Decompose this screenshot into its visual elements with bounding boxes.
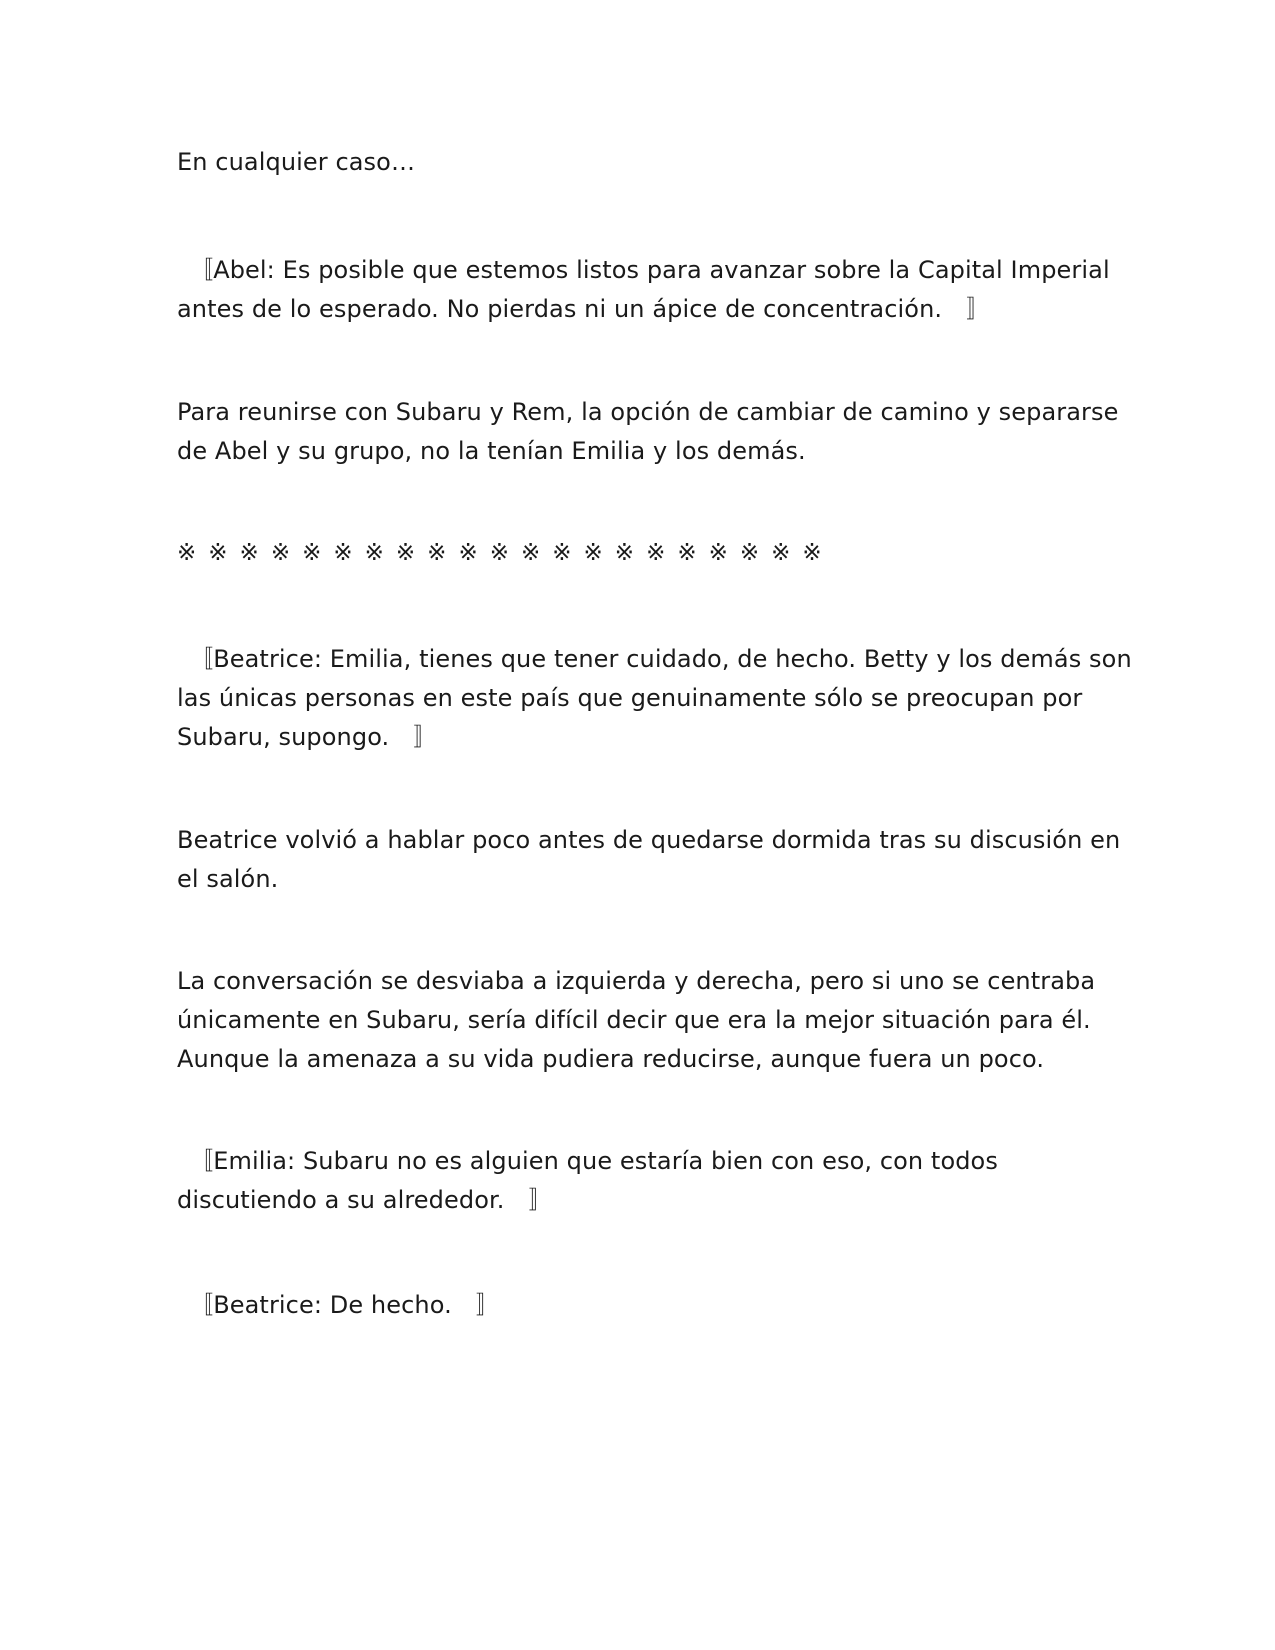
text-line: discutiendo a su alrededor. 〛 [177, 1186, 553, 1214]
text-line: de Abel y su grupo, no la tenían Emilia y los demás. [177, 437, 806, 465]
paragraph-intro [177, 143, 1107, 182]
text-line: el salón. [177, 865, 279, 893]
text-line: 〚Abel: Es posible que estemos listos para avanzar sobre la Capital Imperial [177, 256, 1110, 284]
text-line: En cualquier caso… [177, 148, 416, 176]
text-line: únicamente en Subaru, sería difícil decir que era la mejor situación para él. [177, 1006, 1091, 1034]
text-line: 〚Emilia: Subaru no es alguien que estaría bien con eso, con todos [177, 1147, 998, 1175]
text-line: Subaru, supongo. 〛 [177, 723, 438, 751]
text-line: 〚Beatrice: Emilia, tienes que tener cuidado, de hecho. Betty y los demás son [177, 645, 1132, 673]
text-line: Aunque la amenaza a su vida pudiera reducirse, aunque fuera un poco. [177, 1045, 1045, 1073]
dialogue-beatrice [177, 640, 1132, 757]
paragraph-narration [177, 962, 1107, 1079]
dialogue-beatrice [177, 1286, 1107, 1325]
dialogue-abel [177, 251, 1110, 329]
separator-line: ※※※※※※※※※※※※※※※※※※※※※ [177, 540, 834, 566]
text-line: La conversación se desviaba a izquierda y derecha, pero si uno se centraba [177, 967, 1096, 995]
text-line: las únicas personas en este país que genuinamente sólo se preocupan por [177, 684, 1083, 712]
dialogue-emilia [177, 1142, 1107, 1220]
scene-separator [177, 534, 1107, 573]
text-line: Beatrice volvió a hablar poco antes de quedarse dormida tras su discusión en [177, 826, 1121, 854]
text-line: antes de lo esperado. No pierdas ni un ápice de concentración. 〛 [177, 295, 991, 323]
text-line: Para reunirse con Subaru y Rem, la opción de cambiar de camino y separarse [177, 398, 1119, 426]
paragraph-narration [177, 393, 1119, 471]
text-line: 〚Beatrice: De hecho. 〛 [177, 1291, 501, 1319]
paragraph-narration [177, 821, 1121, 899]
